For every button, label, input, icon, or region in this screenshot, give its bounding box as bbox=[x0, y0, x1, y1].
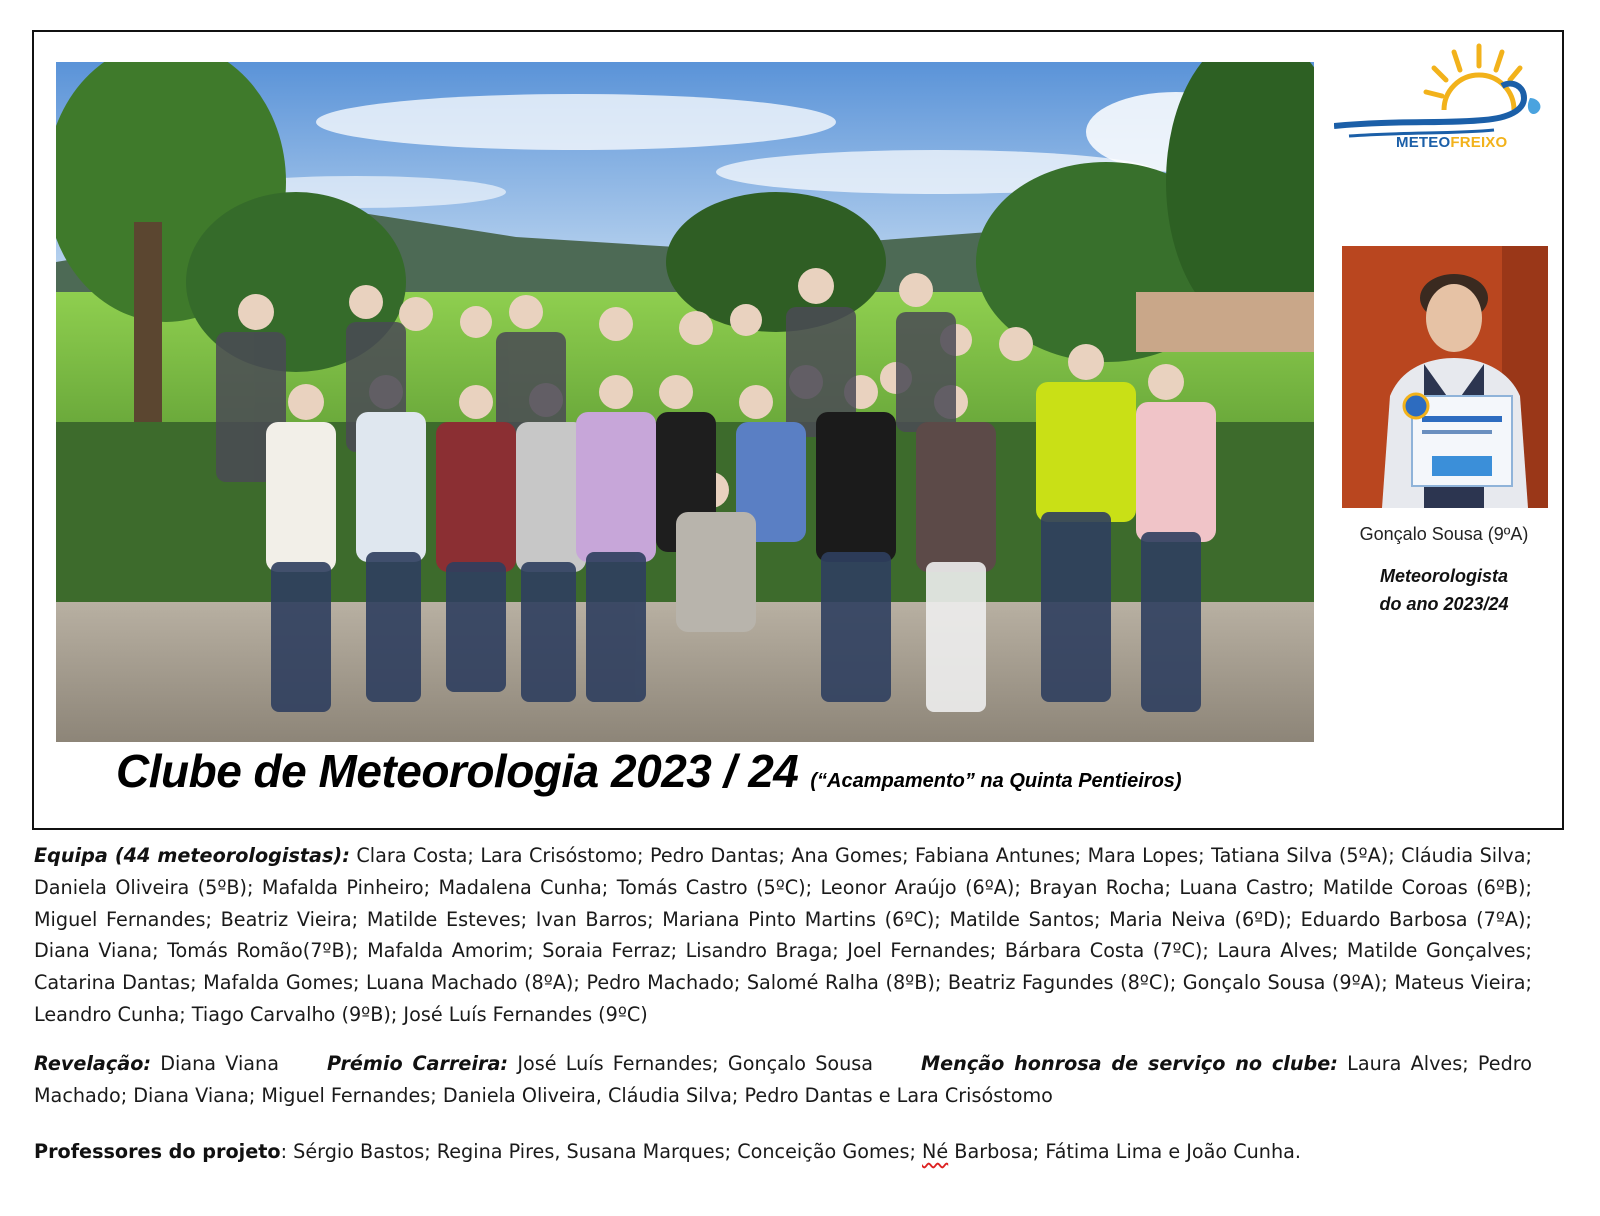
honor-label: Menção honrosa de serviço no clube: bbox=[921, 1052, 1338, 1075]
portrait-caption-name: Gonçalo Sousa (9ºA) bbox=[1359, 524, 1529, 544]
revelation-label: Revelação: bbox=[34, 1052, 152, 1075]
career-value: José Luís Fernandes; Gonçalo Sousa bbox=[508, 1052, 874, 1075]
team-list: Clara Costa; Lara Crisóstomo; Pedro Dantas; Ana Gomes; Fabiana Antunes; Mara Lopes; Tatiana Silva (5ºA); Cláudia Silva; Daniela Oliveira (5ºB); Mafalda Pinheiro; Madalena Cunha; Tomás Castro (5ºC); Leonor Araújo (6ºA); Brayan Rocha; Luana Castro; Matilde Coroas (6ºB); Miguel Fernandes; Beatriz Vieira; Matilde Esteves; Ivan Barros; Mariana Pinto Martins (6ºC); Matilde Santos; Maria Neiva (6ºD); Eduardo Barbosa (7ºA); Diana Viana; Tomás Romão(7ºB); Mafalda Amorim; Soraia Ferraz; Lisandro Braga; Joel Fernandes; Bárbara Costa (7ºC); Laura Alves; Matilde Gonçalves; Catarina Dantas; Mafalda Gomes; Luana Machado (8ºA); Pedro Machado; Salomé Ralha (8ºB); Beatriz Fagundes (8ºC); Gonçalo Sousa (9ºA); Mateus Vieira; Leandro Cunha; Tiago Carvalho (9ºB); José Luís Fernandes (9ºC) bbox=[34, 844, 1532, 1026]
poster-title bbox=[116, 744, 1182, 798]
team-label: Equipa (44 meteorologistas): bbox=[34, 844, 350, 867]
logo-wordmark: METEOFREIXO bbox=[1396, 134, 1508, 151]
meteofreixo-logo bbox=[1334, 40, 1556, 152]
revelation-value: Diana Viana bbox=[151, 1052, 279, 1075]
teachers-label: Professores do projeto bbox=[34, 1140, 281, 1163]
honor-value: Laura Alves; Pedro Machado; Diana Viana; Miguel Fernandes; Daniela Oliveira, Cláudia Silva; Pedro Dantas e Lara Crisóstomo bbox=[34, 1052, 1532, 1107]
teachers-paragraph bbox=[34, 1136, 1532, 1168]
portrait-photo bbox=[1342, 246, 1548, 508]
teachers-list-end: Barbosa; Fátima Lima e João Cunha. bbox=[948, 1140, 1301, 1163]
title-main: Clube de Meteorologia 2023 / 24 bbox=[116, 745, 799, 797]
award-line-1: Meteorologista bbox=[1379, 566, 1508, 586]
group-photo bbox=[56, 62, 1314, 742]
career-label: Prémio Carreira: bbox=[326, 1052, 509, 1075]
portrait-caption-award bbox=[1324, 562, 1564, 618]
team-paragraph bbox=[34, 840, 1532, 1031]
teachers-list-start: Sérgio Bastos; Regina Pires, Susana Marques; Conceição Gomes; bbox=[287, 1140, 923, 1163]
teachers-colon: : bbox=[280, 1140, 288, 1163]
poster-frame bbox=[32, 30, 1564, 830]
spellcheck-flagged-word[interactable]: Né bbox=[922, 1140, 949, 1163]
title-subtitle: (“Acampamento” na Quinta Pentieiros) bbox=[810, 770, 1182, 792]
award-line-2: do ano 2023/24 bbox=[1379, 594, 1509, 614]
awards-paragraph bbox=[34, 1048, 1532, 1112]
